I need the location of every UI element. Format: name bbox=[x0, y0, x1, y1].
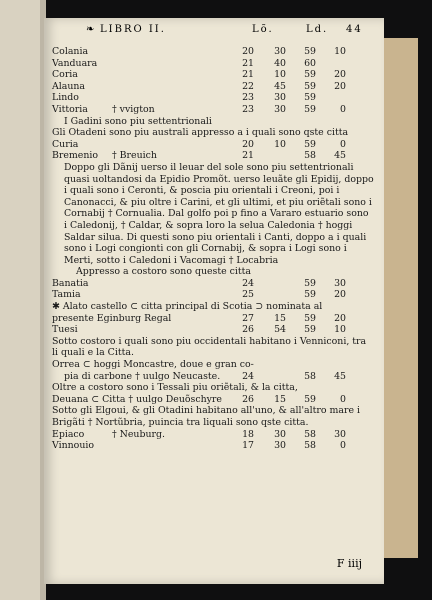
coord-cell: 59 bbox=[304, 393, 316, 405]
table-row bbox=[52, 58, 374, 70]
coord-cell: 20 bbox=[334, 80, 346, 92]
place-name: Vittoria bbox=[52, 103, 88, 115]
place-name: Vinnouio bbox=[52, 440, 95, 452]
coord-cell: 0 bbox=[340, 393, 346, 405]
place-name: Alauna bbox=[52, 80, 86, 92]
coord-cell: 30 bbox=[274, 440, 286, 452]
book-cover bbox=[382, 38, 418, 558]
table-row bbox=[52, 92, 374, 104]
coord-cell: 0 bbox=[340, 103, 346, 115]
para-gadini: I Gadini sono piu settentrionali bbox=[64, 115, 212, 127]
table-row bbox=[52, 394, 374, 406]
coord-cell: 20 bbox=[334, 289, 346, 301]
coord-cell: 15 bbox=[274, 312, 286, 324]
book-page bbox=[44, 18, 384, 584]
table-row bbox=[52, 104, 374, 116]
place-name: Epiaco bbox=[52, 428, 85, 440]
para-danij: Doppo gli Dãnij uerso il leuar del sole sono piu settentrionali quasi uoltandosi da Epidio Promõt. uerso leuãte gli Epidij, doppo i quali sono i Ceronti, & poscia piu orientali i Creoni, poi i Canonacci, & piu oltre i Carini, et gli ultimi, et piu oriẽtali sono i Cornabij † Cornualia. Dal golfo poi p fino a Vararo estuario sono i Caledonij, † Caldar, & sopra loro la selua Caledonia † hoggi Saldar silua. Di questi sono piu orientali i Canti, doppo a i quali sono i Logi congionti con gli Cornabij, & sopra i Logi sono i Merti, sotto i Caledoni i Vacomagi † Locabria bbox=[64, 161, 374, 266]
coord-cell: 24 bbox=[242, 277, 254, 289]
left-page-edge bbox=[0, 0, 46, 600]
table-row bbox=[52, 69, 374, 81]
table-row bbox=[52, 440, 374, 452]
coord-cell: 45 bbox=[274, 80, 286, 92]
coord-cell: 40 bbox=[274, 57, 286, 69]
coord-cell: 59 bbox=[304, 92, 316, 104]
coord-cell: 59 bbox=[304, 277, 316, 289]
place-name: Colania bbox=[52, 46, 89, 57]
coord-cell: 59 bbox=[304, 312, 316, 324]
coord-cell: 26 bbox=[242, 324, 254, 336]
coord-cell: 30 bbox=[274, 428, 286, 440]
place-name: Lindo bbox=[52, 92, 79, 104]
coord-cell: 25 bbox=[242, 289, 254, 301]
coord-cell: 45 bbox=[334, 370, 346, 382]
coord-cell: 58 bbox=[304, 150, 316, 162]
coord-cell: 10 bbox=[274, 138, 286, 150]
coord-cell: 0 bbox=[340, 440, 346, 452]
place-name: Tamia bbox=[52, 289, 81, 301]
para-tessali: Oltre a costoro sono i Tessali piu oriẽtali, & la citta, bbox=[52, 382, 298, 394]
para-orrea-1: Orrea ⊂ hoggi Moncastre, doue e gran co- bbox=[52, 359, 254, 371]
place-name: Curia bbox=[52, 138, 79, 150]
place-name: Vanduara bbox=[52, 57, 98, 69]
coord-cell: 30 bbox=[334, 428, 346, 440]
coord-cell: 23 bbox=[242, 103, 254, 115]
coord-cell: 30 bbox=[274, 92, 286, 104]
coord-cell: 10 bbox=[274, 69, 286, 81]
header-lo: Lõ. bbox=[252, 24, 274, 35]
coord-cell: 27 bbox=[242, 312, 254, 324]
coord-cell: 0 bbox=[340, 138, 346, 150]
table-row bbox=[52, 289, 374, 301]
coord-cell: 18 bbox=[242, 428, 254, 440]
coord-cell: 59 bbox=[304, 80, 316, 92]
para-venniconi: Sotto costoro i quali sono piu occidentali habitano i Venniconi, tra li quali e la Citta. bbox=[52, 335, 367, 359]
header-title: LIBRO II. bbox=[100, 24, 166, 35]
coord-cell: 30 bbox=[274, 103, 286, 115]
header-ld: Ld. bbox=[306, 24, 329, 35]
place-name: Bremenio bbox=[52, 150, 99, 162]
coord-cell: 21 bbox=[242, 57, 254, 69]
coord-cell: 20 bbox=[242, 46, 254, 57]
table-row bbox=[52, 46, 374, 58]
coord-cell: 58 bbox=[304, 440, 316, 452]
coord-cell: 20 bbox=[334, 69, 346, 81]
modern-name-note: † Breuich bbox=[112, 150, 157, 162]
table-row bbox=[52, 313, 374, 325]
para-appresso: Appresso a costoro sono queste citta bbox=[76, 266, 252, 278]
coord-cell: 60 bbox=[304, 57, 316, 69]
table-row bbox=[52, 324, 374, 336]
coord-cell: 23 bbox=[242, 92, 254, 104]
place-name: Coria bbox=[52, 69, 78, 81]
coord-cell: 24 bbox=[242, 370, 254, 382]
coord-cell: 59 bbox=[304, 138, 316, 150]
table-row bbox=[52, 429, 374, 441]
coord-cell: 54 bbox=[274, 324, 286, 336]
table-row bbox=[52, 139, 374, 151]
table-row bbox=[52, 278, 374, 290]
coord-cell: 59 bbox=[304, 324, 316, 336]
coord-cell: 10 bbox=[334, 324, 346, 336]
table-row bbox=[52, 150, 374, 162]
coord-cell: 20 bbox=[242, 138, 254, 150]
fleuron-icon: ❧ bbox=[86, 24, 97, 35]
para-alato-2: presente Eginburg Regal bbox=[52, 312, 172, 324]
coord-cell: 26 bbox=[242, 393, 254, 405]
coord-cell: 59 bbox=[304, 289, 316, 301]
para-deuana: Deuana ⊂ Citta † uulgo Deuõschyre bbox=[52, 393, 222, 405]
place-name: Tuesi bbox=[52, 324, 78, 336]
coord-cell: 59 bbox=[304, 69, 316, 81]
folio-number: 44 bbox=[346, 24, 363, 35]
modern-name-note: † vvigton bbox=[112, 103, 155, 115]
coord-cell: 21 bbox=[242, 150, 254, 162]
para-alato-1: ✱ Alato castello ⊂ citta principal di Scotia ⊃ nominata al bbox=[52, 301, 323, 313]
coord-cell: 59 bbox=[304, 103, 316, 115]
coord-cell: 20 bbox=[334, 312, 346, 324]
signature-mark: F iiij bbox=[336, 557, 362, 570]
coord-cell: 58 bbox=[304, 370, 316, 382]
coord-cell: 21 bbox=[242, 69, 254, 81]
coord-cell: 58 bbox=[304, 428, 316, 440]
coord-cell: 30 bbox=[334, 277, 346, 289]
table-row bbox=[52, 371, 374, 383]
para-orrea-2: pia di carbone † uulgo Neucaste. bbox=[64, 370, 221, 382]
table-row bbox=[52, 81, 374, 93]
modern-name-note: † Neuburg. bbox=[112, 428, 165, 440]
coord-cell: 30 bbox=[274, 46, 286, 57]
coord-cell: 22 bbox=[242, 80, 254, 92]
para-elgoui: Sotto gli Elgoui, & gli Otadini habitano all'uno, & all'altro mare i Brigãti † Nortũbria, puincia tra liquali sono qste citta. bbox=[52, 405, 360, 428]
place-name: Banatia bbox=[52, 277, 89, 289]
coord-cell: 45 bbox=[334, 150, 346, 162]
page-text bbox=[52, 46, 374, 452]
coord-cell: 17 bbox=[242, 440, 254, 452]
para-otadeni: Gli Otadeni sono piu australi appresso a i quali sono qste citta bbox=[52, 127, 349, 139]
coord-cell: 59 bbox=[304, 46, 316, 57]
coord-cell: 10 bbox=[334, 46, 346, 57]
coord-cell: 15 bbox=[274, 393, 286, 405]
